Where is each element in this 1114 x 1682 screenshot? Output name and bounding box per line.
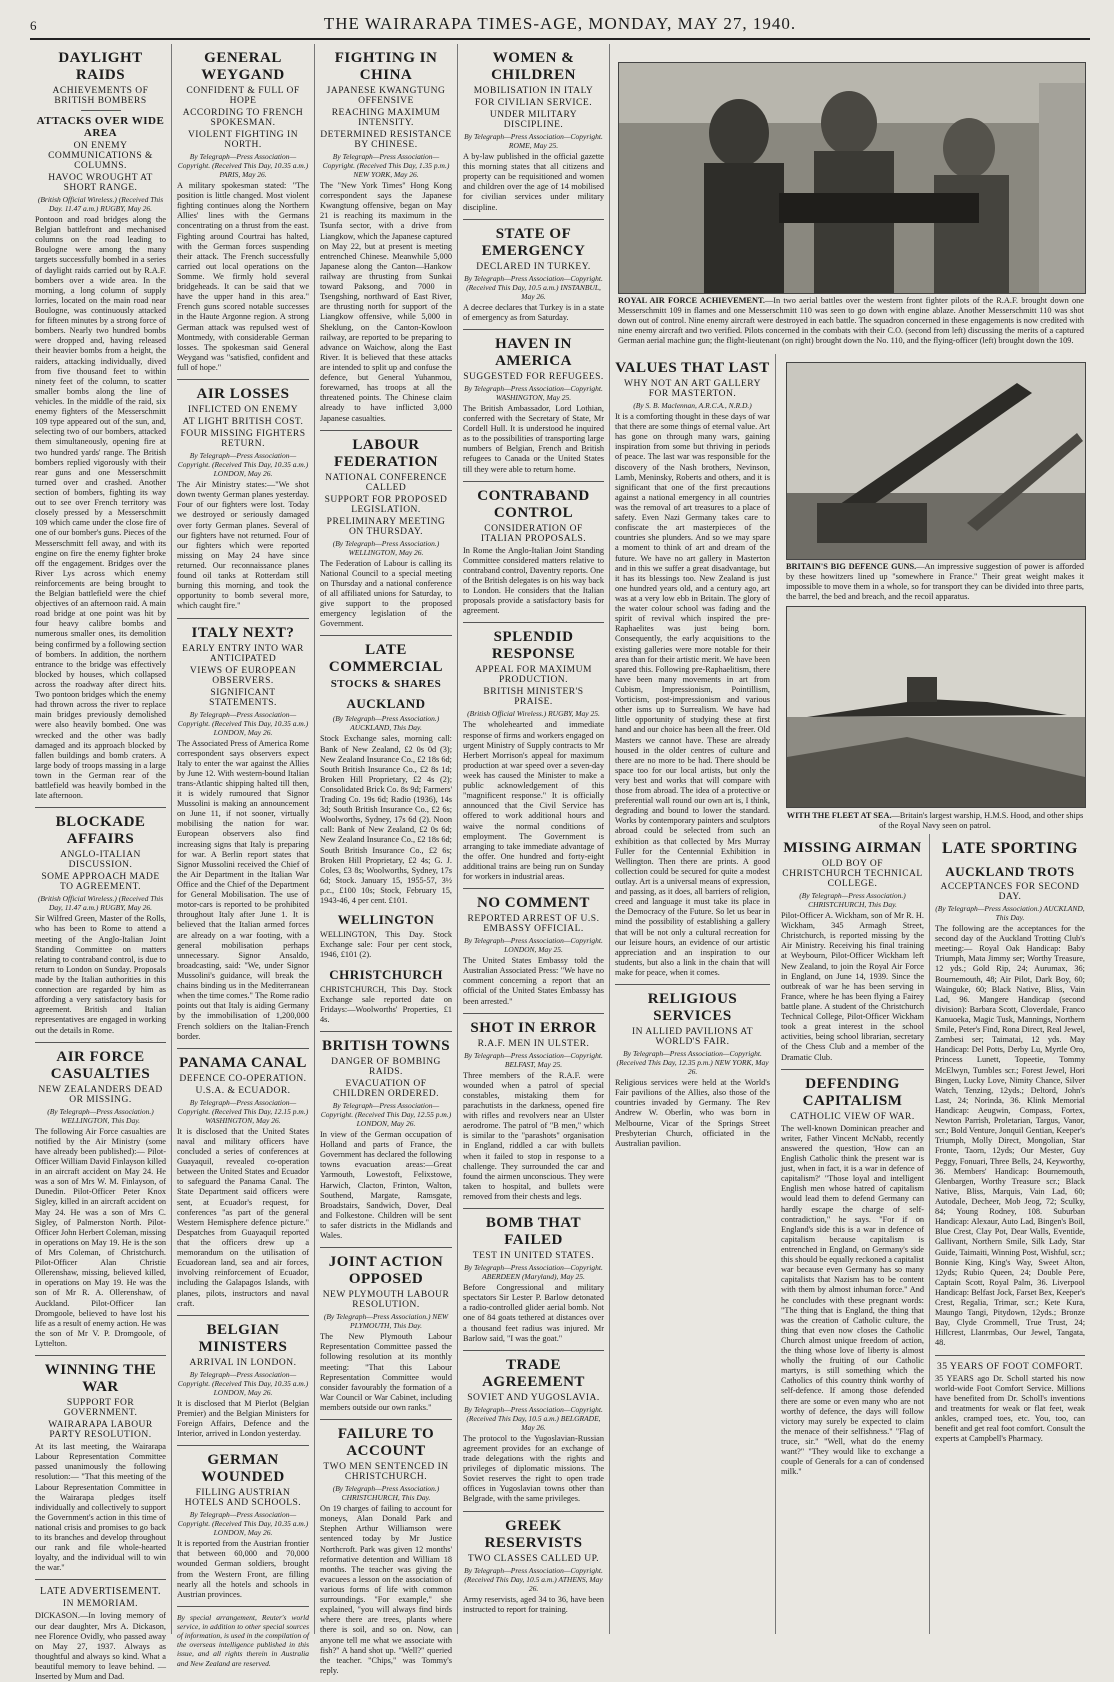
article-general-weygand [177,50,309,373]
subhead: INFLICTED ON ENEMY [187,405,299,416]
subhead: R.A.F. MEN IN ULSTER. [477,1038,590,1049]
dateline: By Telegraph—Press Association—Copyright. (Received This Day, 10.5 a.m.) INSTANBUL, May 26. [464,273,603,301]
article-panama-canal [177,1055,309,1309]
article-christchurch [320,967,452,1025]
article-missing-airman [781,840,924,1063]
headline: GERMAN WOUNDED [201,1452,285,1486]
article-body: Three members of the R.A.F. were wounded when a patrol of special constables, mistaking them for parachutists in the darkness, opened fire with rifles and revolvers near an Ulster aerodrome. The patrol of "B men," which is similar to the "parashots" organisation in England, riddled a car with bullets when it failed to stop in response to a challenge. They surrounded the car and found the airmen unconscious. They were taken to hospital, and bullets were removed from their chests and legs. [463,1070,604,1202]
article-body: The wholehearted and immediate response of firms and workers engaged on urgent Ministry of Supply contracts to Mr Herbert Morrison's appeal for maximum production at war speed over a seven-day week has caused the Minister to make a public acknowledgement of this "magnificent response." It is officially announced that the Civil Service has offered to work additional hours and waive the normal conditions of employment. The Government is arranging to take immediate advantage of the offer. One hundred and forty-eight additional trains are being run on Sunday for workers in industrial areas. [463,720,604,882]
masthead-title: THE WAIRARAPA TIMES-AGE, MONDAY, MAY 27, 1940. [323,14,797,33]
dateline: By Telegraph—Press Association—Copyright. (Received This Day, 12.55 p.m.) LONDON, May 26. [320,1101,452,1129]
subhead: VIEWS OF EUROPEAN OBSERVERS. [189,665,297,686]
subhead: SIGNIFICANT STATEMENTS. [209,687,277,708]
headline: TRADE AGREEMENT [482,1356,585,1390]
photo-caption-fleet [786,811,1084,831]
photo-howitzers [786,362,1086,560]
article-body: The following Air Force casualties are notified by the Air Ministry (some have already been published):— Pilot-Officer William David Finlayson killed in an aircraft accident on May 24. He was a son of Mrs W. M. Finlayson, of Dunedin. Pilot-Officer Peter Knox Sigley, killed in an aircraft accident on May 24. He was a son of Mrs C. Sigley, of Palmerston North. Pilot-Officer John Herbert Coleman, missing in operations on May 19. He is the son of Mrs Coleman, of Christchurch. Pilot-Officer Alan Christie Ollerenshaw, missing, believed killed, in operations on May 19. He was the son of Mr R. A. Ollerenshaw, of Auckland. Pilot-Officer Ian Dromgoole, believed to have lost his life as a result of enemy action. He was the son of Mr V. P. Dromgoole, of Lyttelton. [35,1126,166,1348]
article-body: In Rome the Anglo-Italian Joint Standing Committee considered matters relative to contraband control, Daventry reports. One of the British delegates is on his way back to London. He considers that the Italian proposals provide a satisfactory basis for agreement. [463,545,604,616]
article-late-commercial [320,642,452,906]
article-body: It is disclosed that M Pierlot (Belgian Premier) and the Belgian Ministers for Foreign Affairs, Defence and the Interior, arrived in London yesterday. [177,1398,309,1439]
masthead [30,10,1090,40]
headline: CONTRABAND CONTROL [477,487,590,521]
subhead: ACCEPTANCES FOR SECOND DAY. [940,882,1080,902]
dateline: (By Telegraph—Press Association.) CHRISTCHURCH, This Day. [799,891,906,909]
subhead: FOR CIVILIAN SERVICE. [474,98,593,108]
subhead: U.S.A. & ECUADOR. [195,1085,291,1096]
dateline: By Telegraph—Press Association—Copyright. (Received This Day, 10.35 a.m.) PARIS, May 26. [177,152,309,179]
article-body: A decree declares that Turkey is in a state of emergency as from Saturday. [463,302,604,322]
dateline: (By Telegraph—Press Association.) NEW PLYMOUTH, This Day. [323,1312,449,1331]
article-body: Pontoon and road bridges along the Belgian battlefront and mechanised columns on the road leading to Boulogne were among the many targets successfully bombed in a series of daylight raids carried out by R.A.F. bombers over a wide area. In the morning, a long column of supply lorries, located on the main road near Boulogne, was continuously attacked for fifteen minutes by a strong force of bombers. Nearly two hundred bombs were dropped and, having released their heavier bombs from a height, the raiders, attacking individually, dived from five thousand feet to within ninety feet of the column, to scatter smaller bombs along the line of vehicles. In the middle of the raid, six enemy fighters of the Messerschmitt 109 type appeared out of the sun, and, selecting two of our bombers, attacked them simultaneously, opening fire at two hundred yards' range. The British bombers replied vigorously with their rear guns and one Messerschmitt turned over and crashed. Another section of bombers, fighting its way out to see over French territory was closely pressed by a Messerschmitt 109 which came under the close fire of one of our bomber's guns. Pieces of the Messerschmitt fell away, and with its engine on fire the enemy fighter broke off the engagement. Bridges over the River Lys across which enemy reinforcements are being brought to the Belgian battlefield were the chief objectives of an afternoon raid. A main road bridge at one point was hit by four heavy calibre bombs and numerous smaller ones, its demolition being confirmed by a following section of bombers. In addition, the northern entrance to the bridge was effectively blocked by houses, which collapsed across the roadway after direct hits. Two pontoon bridges which the enemy had thrown across the river to replace main bridges previously demolished were also heavily bombed. One was wrecked and the other was badly damaged and its approach blocked by fallen buildings and bomb craters. A large body of troops massing in a large town in the German rear of the battlefield was heavily bombed in the late afternoon. [35,215,166,801]
article-italy-next [177,625,309,1042]
headline: AIR LOSSES [196,386,290,403]
dateline: By Telegraph—Press Association—Copyright. (Received This Day, 1.35 p.m.) NEW YORK, May 26. [322,152,450,179]
dateline: By Telegraph—Press Association—Copyright. WASHINGTON, May 25. [464,383,603,402]
caption-text: —Britain's largest warship, H.M.S. Hood, and other ships of the Royal Navy seen on patrol. [879,811,1084,830]
article-body: Stock Exchange sales, morning call: Bank of New Zealand, £2 0s 0d (3); New Zealand Insurance Co., £2 18s 6d; South British Insurance Co., £2 8s 1d; Broken Hill Proprietary, £2 4s (2); Consolidated Brick Co. 8s 9d; Farmers' Trading Co. 19s 6d; Radio (1936), 14s 3d; South British Insurance Co., £2 6s; Woolworths, Sydney, 17s 6d (2). Noon call: Bank of New Zealand, £2 0s 6d; New Zealand Insurance Co., £2 18s 6d; South British Insurance Co., £2 6s; Broken Hill Proprietary, £2 4s; G. J. Coles, £3 8s; Woolworths, Sydney, 17s 6d; Stock. January 15, 1955-57, 3½ p.c., £100 10s; Stock, February 15, 1943-46, 4 per cent. £101. [320,734,452,906]
dateline: By Telegraph—Press Association—Copyright. BELFAST, May 25. [464,1050,603,1069]
headline: ITALY NEXT? [191,624,295,641]
headline: NO COMMENT [477,895,590,912]
article-body: Army reservists, aged 34 to 36, have been instructed to report for training. [463,1594,604,1614]
column-7 [930,834,1090,1634]
subhead: EARLY ENTRY INTO WAR ANTICIPATED [182,643,304,664]
article-body: Sir Wilfred Green, Master of the Rolls, who has been to Rome to attend a meeting of the Anglo-Italian Joint Standing Committee on matters relating to contraband control, is due to return to London on Sunday. Proposals made by the Italian authorities in this connection are regarded by him as affording a very satisfactory basis for agreement. British and Italian representatives are engaged in working out the details in Rome. [35,914,166,1035]
headline: GENERAL WEYGAND [201,50,285,83]
dateline: By Telegraph—Press Association—Copyright. ABERDEEN (Maryland), May 25. [464,1263,603,1282]
article-contraband-control [463,488,604,617]
subhead: DEFENCE CO-OPERATION. [179,1073,307,1084]
article-body: The Federation of Labour is calling its National Council to a special meeting on Thursday and a national conference of all affiliated unions for Saturday, to give support to the proposed emergency legislation of the Government. [320,558,452,629]
article-body: The protocol to the Yugoslavian-Russian agreement provides for an exchange of trade delegations with the rights and privileges of diplomatic missions. The Soviet reserves the right to open trade offices in Yugoslavian towns other than Belgrade, with the same privileges. [463,1433,604,1504]
article-body: CHRISTCHURCH, This Day. Stock Exchange sale reported date on Fridays:—Woolworths' Properties, £1 4s. [320,984,452,1024]
column-2 [172,44,315,1668]
article-late-advertisement [35,1586,166,1682]
dateline: (By Telegraph—Press Association.) WELLINGTON, This Day. [47,1106,154,1125]
subhead: CONSIDERATION OF ITALIAN PROPOSALS. [480,523,587,544]
subhead: SUGGESTED FOR REFUGEES. [463,371,604,382]
article-body: Religious services were held at the World's Fair pavilions of the Allies, also those of the countries invaded by Germany. The Rev Andrew W. Oberlin, who was born in Melbourne, Vicar of the Springs Street Presbyterian Church, officiated in the Australian pavilion. [615,1078,770,1148]
article-body: The United States Embassy told the Australian Associated Press: "We have no comment concerning a report that an official of the United States Embassy has been arrested." [463,956,604,1006]
subhead: FILLING AUSTRIAN HOTELS AND SCHOOLS. [184,1488,302,1509]
headline: FIGHTING IN CHINA [334,50,438,83]
subhead: TEST IN UNITED STATES. [472,1251,595,1262]
article-wellington [320,912,452,960]
article-body: Pilot-Officer A. Wickham, son of Mr R. H. Wickham, 345 Armagh Street, Christchurch, is reported missing by the Air Ministry. Receiving his final training at Weybourn, Pilot-Officer Wickham left New Zealand, to join the Royal Air Force in England, on June 14, 1939. Since the outbreak of war he has been serving in France, where he has been flying a Fairey battle plane. A student of the Christchurch Technical College, Pilot-Officer Wickham took a great interest in the school activities, being school librarian, secretary of the Chess Club and a member of the Dramatic Club. [781,911,924,1062]
headline: BLOCKADE AFFAIRS [55,814,146,848]
article-british-towns [320,1038,452,1241]
article-late-sporting [935,840,1085,1349]
article-women-children [463,50,604,213]
article-german-wounded [177,1452,309,1600]
dateline: By Telegraph—Press Association—Copyright. (Received This Day, 10.5 a.m.) ATHENS, May 26. [464,1565,603,1593]
headline: CHRISTCHURCH [329,966,443,982]
caption-lead: WITH THE FLEET AT SEA. [786,811,892,820]
subhead: SUPPORT FOR PROPOSED LEGISLATION. [324,494,448,515]
dateline: (British Official Wireless.) RUGBY, May 25. [467,709,600,719]
subhead: VIOLENT FIGHTING IN NORTH. [187,130,299,150]
article-blockade-affairs [35,814,166,1035]
article-daylight-raids [35,50,166,801]
subhead: AT LIGHT BRITISH COST. [182,417,304,428]
headline: BRITISH TOWNS [321,1038,451,1055]
page-number: 6 [30,18,37,33]
caption-text: —In two aerial battles over the western front fighter pilots of the R.A.F. brought down one Messerschmitt 109 in flames and one Messerschmitt 110 was seen to go down with engine ablaze. Another Messerschmitt 110 was shot down out of control. Nine enemy aircraft were destroyed in each battle. The squadron concerned in these engagements is now credited with nine enemy aircraft and two verified. Pilots concerned in the combats with their C.O. (second from left) discussing the merits of a captured German aerial machine gun; the flight-lieutenant (on right) brought down the No. 110, and the flying-officer (left) brought down the 109. [618,296,1084,345]
reuters-notice: By special arrangement, Reuter's world service, in addition to other special sources of information, is used in the compilation of the overseas intelligence published in this issue, and all rights therein in Australia and New Zealand are reserved. [177,1612,309,1668]
subhead: MOBILISATION IN ITALY [473,86,594,96]
subhead: ON ENEMY COMMUNICATIONS & COLUMNS. [48,141,153,171]
article-body: The Associated Press of America Rome correspondent says observers expect Italy to enter the war against the Allies by June 12. With western-bound Italian trans-Atlantic shipping halted till then, it is widely rumoured that Signor Mussolini is making an announcement on June 11, if not sooner, virtually mobilising the nation for war. European observers also find increasing signs that Italy is preparing for war. A Berlin report states that Signor Mussolini received the Chief of the Air Department in the Italian War Office and the Chief of the Department for General Mobilisation. The use of motor-cars is reported to be prohibited throughout Italy after June 1. It is believed that the Italian armed forces are already on a war footing, with a general mobilisation perhaps unnecessary. Signor Ansaldo, broadcasting, said: "We, under Signor Mussolini's guidance, will break the chains binding us in the Mediterranean when the time comes." The Rome radio points out that Italy is aiding Germany by the immobilisation of 1,200,000 French soldiers on the Italian-French border. [177,738,309,1041]
dateline: By Telegraph—Press Association—Copyright. LONDON, May 25. [464,936,603,955]
subhead: CATHOLIC VIEW OF WAR. [790,1111,915,1122]
headline: DEFENDING CAPITALISM [802,1075,903,1109]
article-body: In view of the German occupation of Holland and parts of France, the Government has declared the following towns evacuation areas:—Great Yarmouth, Lowestoft, Felixstowe, Harwich, Clacton, Frinton, Walton, Southend, Margate, Ramsgate, Broadstairs, Sandwich, Dover, Deal and Folkestone. Children will be sent to safer districts in the Midlands and Wales. [320,1130,452,1241]
article-body: A military spokesman stated: "The position is little changed. Most violent fighting continues along the Northern Allies' lines with the Germans concentrating on a thrust from the east. Fighting around Courtrai has halted, with the German forces suspending their attack. The French successfully carried out local operations on the Somme. We firmly hold several bridgeheads. It can be said that we have the upper hand in this area." French guns scored notable successes in the Haute Argonne region. A strong German attack was repulsed west of Montmedy, with considerable German losses. The spokesman said General Weygand was "satisfied, confident and full of hope." [177,181,309,372]
subhead: WAIRARAPA LABOUR PARTY RESOLUTION. [48,1420,153,1441]
headline: SPLENDID RESPONSE [491,629,576,663]
subhead: PRELIMINARY MEETING ON THURSDAY. [326,516,446,537]
article-trade-agreement [463,1357,604,1505]
photo-caption-howitzers [786,562,1084,602]
dateline: By Telegraph—Press Association—Copyright. (Received This Day, 10.35 a.m.) LONDON, May 26. [177,1510,309,1538]
subhead: DECLARED IN TURKEY. [476,261,591,272]
caption-text: —An impressive suggestion of power is afforded by these howitzers lined up "somewhere in France." Their great weight makes it impossible to move them in a whole, so for transport they can be divided into three parts, the barrel, the bed and breach, and the recoil apparatus. [786,562,1085,601]
advert-foot-comfort [935,1362,1085,1445]
headline: AUCKLAND TROTS [945,864,1075,879]
subhead: NEW PLYMOUTH LABOUR RESOLUTION. [322,1290,450,1311]
article-body: The Air Ministry states:—"We shot down twenty German planes yesterday. Four of our fighters were lost. Today we destroyed or seriously damaged over forty German planes. Several of our fighters have not returned. Four of our fighters which were reported missing on May 24 have since returned. Our reconnaissance planes found oil tanks at Rotterdam still burning this morning, and took the opportunity to bomb several more, which caught fire." [177,480,309,611]
subhead: JAPANESE KWANGTUNG OFFENSIVE [326,86,446,106]
dateline: (By Telegraph—Press Association.) AUCKLAND, This Day. [935,904,1085,922]
subhead: REACHING MAXIMUM INTENSITY. [331,108,441,128]
subhead: SOME APPROACH MADE TO AGREEMENT. [41,872,160,893]
article-body: On 19 charges of failing to account for moneys, Alan Donald Park and Stephen Arthur Williamson were sentenced today by Mr Justice Northcroft. Park was given 12 months' reformative detention and William 18 months. The teacher was giving the evacuees a lesson on the association of various forms of life with common surroundings. "For example," she explained, "you will always find birds where there are trees, plants where there is soil, and so on. Now, can anyone tell me what we associate with fish?" A hand shot up. "Well?" queried the teacher. "Chips," was Tommy's reply. [320,1504,452,1675]
subhead: ANGLO-ITALIAN DISCUSSION. [60,850,141,871]
column-3 [315,44,458,1675]
headline: LATE SPORTING [942,840,1078,857]
article-body: It is a comforting thought in these days of war that there are some things of eternal value. Art has gone on through many wars, gaining inspiration from some but thriving in periods of peace. The last war was responsible for the discovery of the Nash brothers, Nevinson, Lamb, Meninsky, Roberts and others, and it is significant that one of the first precautions against a national emergency in all countries was the removal of art treasures to a place of safety. Even Nazi Germany takes care to confiscate the art masterpieces of the countries she plunders. And so we may spare a moment to think of art and dream of the future. We have no art gallery in Masterton and in this we suffer a great disadvantage, but it has its blessings too. New Zealand is just one hundred years old, and a century ago, art was at a very low ebb in Britain. The glory of the water colour school was fading and the spirit of revival which inspired the pre-Raphaelites was just being born. Consequently, the early acquisitions to the existing galleries were more notable for their area than for their artistic merit. We have been spared this. Following pre-Raphaelitism, there have been many movements in art from Cubism, Impressionism, Pointillism, Vorticism, post-impressionism and various other isms up to Surrealism. We have had little opportunity of studying these at first hand and our choice has been all the freer. Old Masters we cannot have. These are already housed in the older centres of culture and there are no more to be had. There should be space too for our local artists, but only the very best and works that will compare with those from abroad. The idea of a protective or preferential wall round our own art is, I think, degrading and bound to lower the standard. Works by contemporary painters and sculptors abroad could be selected from such an exhibition as that collected by Mrs Murray Fuller for the Centennial Exhibition in Wellington. Then there are prints. A good collection could be secured for quite a modest outlay. Art is a universal means of expression, and passing, as it does, all barriers of religion, creed and language it must take its place in the Democracy of the Future. So let us bear in mind the possibility of establishing a gallery that will be not only a cultural recreation for our leisure hours, an evidence of our artistic appreciation and an inspiration to our students, but also a link in the chain that will make for peace, when it comes. [615,412,770,978]
article-body: Before Congressional and military spectators Sir Lester P. Barlow detonated a radio-controlled glider aerial bomb. Not one of 84 goats tethered at distances over a thousand feet radius was injured. Mr Barlow said, "I was the goat." [463,1283,604,1343]
article-joint-action-opposed [320,1254,452,1413]
article-state-of-emergency [463,226,604,323]
article-body: At its last meeting, the Wairarapa Labour Representation Committee passed unanimously the following resolution:— "That this meeting of the Labour Representation Committee in the Wairarapa pledges itself individually and collectively to support the Government's action in this time of national crisis and promises to go back to its branches and develop throughout our rank and file whole-hearted loyalty, and the individual will to win the war." [35,1442,166,1573]
article-no-comment [463,895,604,1007]
article-failure-to-account [320,1426,452,1676]
article-splendid-response [463,629,604,882]
headline: AIR FORCE CASUALTIES [50,1048,151,1082]
photo-fleet [786,606,1086,808]
dateline: By Telegraph—Press Association—Copyright. (Received This Day, 12.15 p.m.) WASHINGTON, May 26. [177,1097,309,1125]
subhead: FOUR MISSING FIGHTERS RETURN. [180,429,306,450]
subhead: OLD BOY OF CHRISTCHURCH TECHNICAL COLLEGE. [782,859,923,889]
article-body: The well-known Dominican preacher and writer, Father Vincent McNabb, recently answered the question, 'How can an English Catholic think the present war is just, when in fact, it is a war in defence of capitalism?' "Those loyal and intelligent English men whose hatred of capitalism would lead them to defend Germany can hardly escape the charge of self-contradiction," he says. "For if on England's side this is a war in defence of capitalism because capitalism is entrenched in England, on Germany's side this should be equally reckoned a capitalist war because even Germany has so many capitalists that Nazism has to be content with them by almost inhuman force." And he concludes with these pregnant words: "The thing that is England, the thing that was the creation of Catholic culture, the thing that even now closes the Catholic Church almost unique freedom of action, the thing whose love of liberty is almost wholly the fruiting of our Catholic martyrs, is still something which the Catholics of this country think worthy of self-defence. If among those defended there are some or even many who are not worthy of defence, the days will follow victory may surely be expected to claim the menace of their selfishness." "Flag of truce, sir." "Well, what do the enemy want?" "They would like to exchange a couple of Generals for a can of condensed milk." [781,1123,924,1477]
article-body: It is reported from the Austrian frontier that between 60,000 and 70,000 wounded German soldiers, brought from the Western Front, are filling nearly all the hotels and schools in Austrian provinces. [177,1539,309,1599]
subhead: REPORTED ARREST OF U.S. EMBASSY OFFICIAL. [467,914,600,935]
article-body: WELLINGTON, This Day. Stock Exchange sale: Four per cent stock, 1946, £101 (2). [320,930,452,960]
article-fighting-in-china [320,50,452,424]
headline: BOMB THAT FAILED [485,1215,582,1249]
dateline: (By Telegraph—Press Association.) WELLINGTON, May 26. [332,538,440,557]
article-haven-in-america [463,336,604,475]
headline: LABOUR FEDERATION [334,436,438,470]
photo-caption-raf [618,296,1084,346]
article-body: DICKASON.—In loving memory of our dear daughter, Mrs A. Dickason, nee Florence Ovidly, who passed away on May 27, 1937. Always as thoughtful and always so kind. What a beautiful memory to leave behind. —Inserted by Mum and Dad. [35,1611,166,1682]
article-air-losses [177,386,309,611]
article-body: The "New York Times" Hong Kong correspondent says the Japanese Kwangtung offensive, began on May 21 is reaching its maximum in the Tsunfa sector, with a drive from Liangkow, which the Japanese captured on May 22, but at present is meeting entrenched Chinese. Meanwhile 5,000 Japanese along the Canton—Hankow railway are thrusting from Sunkai toward Paksong, and 7000 in Tsengshing, northward of East River, are thrusting north for support of the Liangkow offensive, while 5,000 in Sheklung, on the Canton-Kowloon railway, are reported to be preparing to advance on Waichow, along the East River. It is believed that these attacks are intended to split up and confuse the defence, but General Yuhanmou, forewarned, has troops at all the threatened points. The Chinese claim already to have inflicted 3,000 Japanese casualties. [320,181,452,423]
article-body: The New Plymouth Labour Representation Committee passed the following resolution at its monthly meeting: "That this Labour Representation Committee would consider favourably the formation of a War Council or War Cabinet, including members outside our own ranks." [320,1332,452,1412]
headline: AUCKLAND [346,696,426,712]
columns [30,44,1090,1682]
headline: PANAMA CANAL [179,1054,307,1071]
subhead: SUPPORT FOR GOVERNMENT. [63,1398,138,1419]
headline: WINNING THE WAR [44,1362,157,1396]
headline: WOMEN & CHILDREN [491,50,576,83]
headline: MISSING AIRMAN [783,840,922,856]
dateline: (British Official Wireless.) (Received This Day. 11.47 a.m.) RUGBY, May 26. [37,195,164,213]
subhead: UNDER MILITARY DISCIPLINE. [489,110,578,130]
subhead: IN MEMORIAM. [62,1599,139,1610]
subhead: TWO MEN SENTENCED IN CHRISTCHURCH. [323,1462,449,1483]
dateline: By Telegraph—Press Association—Copyright. (Received This Day, 10.35 a.m.) LONDON, May 26. [177,709,309,737]
subhead: STOCKS & SHARES [330,678,442,691]
dateline: By Telegraph—Press Association—Copyright. ROME, May 25. [464,132,603,150]
article-values-that-last [615,360,770,978]
article-body: It is disclosed that the United States naval and military officers have concluded a series of conferences at Guayaquil, revealed co-operation between the United States and Ecuador to safeguard the Panama Canal. The State Department said officers were sent, at Ecuador's request, for conferences "as part of the general Western Hemisphere defence picture." Despatches from Guayaquil reported that the officers drew up a memorandum on the utilisation of Ecuadorean land, sea and air forces, involving reinforcement of Ecuador, including the Galapagos Islands, with planes, pilots, instructors and naval craft. [177,1126,309,1308]
column-5 [610,354,776,1634]
headline: FAILURE TO ACCOUNT [337,1426,435,1460]
article-belgian-ministers [177,1322,309,1439]
headline: JOINT ACTION OPPOSED [328,1254,444,1288]
article-defending-capitalism [781,1076,924,1478]
article-bomb-that-failed [463,1215,604,1344]
headline: GREEK RESERVISTS [484,1517,583,1551]
subhead: APPEAL FOR MAXIMUM PRODUCTION. [475,665,592,686]
article-body: A by-law published in the official gazette this morning states that all citizens and property can be requisitioned and women and children over the age of 14 mobilised for civilian services under military discipline. [463,152,604,212]
subhead: ARRIVAL IN LONDON. [189,1357,297,1368]
photo-raf-pilots [618,62,1086,294]
subhead: ACCORDING TO FRENCH SPOKESMAN. [182,108,304,128]
subhead: HAVOC WROUGHT AT SHORT RANGE. [48,173,153,193]
dateline: By Telegraph—Press Association—Copyright. (Received This Day, 10.35 a.m.) LONDON, May 26. [177,451,309,479]
subhead: DETERMINED RESISTANCE BY CHINESE. [320,130,452,150]
headline: BELGIAN MINISTERS [198,1321,288,1355]
column-4 [458,44,610,1634]
article-labour-federation [320,437,452,630]
headline: HAVEN IN AMERICA [495,335,572,369]
headline: 35 YEARS OF FOOT COMFORT. [936,1361,1084,1372]
article-body: The British Ambassador, Lord Lothian, conferred with the Secretary of State, Mr Cordell Hull. It is understood he inquired as to the possibilities of transporting large numbers of Belgian, French and British refugees to Canada or the United States till they were able to return home. [463,403,604,474]
article-winning-the-war [35,1362,166,1573]
headline: WELLINGTON [337,912,435,928]
subhead: EVACUATION OF CHILDREN ORDERED. [332,1079,440,1100]
caption-lead: BRITAIN'S BIG DEFENCE GUNS. [786,562,917,571]
subhead: ACHIEVEMENTS OF BRITISH BOMBERS [52,86,149,106]
article-greek-reservists [463,1518,604,1615]
subhead: SOVIET AND YUGOSLAVIA. [467,1392,600,1403]
headline: RELIGIOUS SERVICES [647,991,738,1025]
subhead: NATIONAL CONFERENCE CALLED [325,472,447,493]
dateline: By Telegraph—Press Association—Copyright. (Received This Day, 12.35 p.m.) NEW YORK, May 26. [616,1049,769,1077]
dateline: By Telegraph—Press Association—Copyright. (Received This Day, 10.5 a.m.) BELGRADE, May 26. [464,1404,603,1432]
headline: SHOT IN ERROR [470,1019,597,1036]
headline: LATE ADVERTISEMENT. [40,1586,161,1598]
article-shot-in-error [463,1020,604,1202]
column-1 [30,44,172,1682]
subhead: DANGER OF BOMBING RAIDS. [331,1057,441,1078]
byline: (By S. B. Maclennan, A.R.C.A., N.R.D.) [633,401,752,410]
headline: STATE OF EMERGENCY [481,225,586,259]
dateline: (British Official Wireless.) (Received This Day, 11.47 a.m.) RUGBY, May 26. [37,894,164,913]
dateline: By Telegraph—Press Association—Copyright. (Received This Day, 10.35 a.m.) LONDON, May 26. [177,1369,309,1397]
column-6 [776,834,930,1634]
dateline: (By Telegraph—Press Association.) CHRISTCHURCH, This Day. [332,1484,440,1503]
article-body: 35 YEARS ago Dr. Scholl started his now world-wide Foot Comfort Service. Millions have benefited from Dr. Scholl's inventions and treatments for weak or flat feet, weak ankles, cramped toes, etc. You, too, can benefit and get real foot comfort. Consult the experts at Campbell's Pharmacy. [935,1373,1085,1444]
subhead: WHY NOT AN ART GALLERY FOR MASTERTON. [624,379,761,399]
subhead: TWO CLASSES CALLED UP. [467,1553,600,1564]
headline: DAYLIGHT RAIDS [58,50,143,83]
headline: LATE COMMERCIAL [328,642,444,676]
subhead: NEW ZEALANDERS DEAD OR MISSING. [38,1084,163,1105]
dateline: (By Telegraph—Press Association.) AUCKLAND, This Day. [332,714,440,733]
article-body: The following are the acceptances for the second day of the Auckland Trotting Club's meeting:— Royal Oak Handicap: Baby Triumph, Mata Jimmy ser; Worthy Treasure, 12 yds.; Gold Rip, 24; Aurumax, 36; Bournemouth, 48; Air Pilot, Dark Boy, 60; Wainguke, 60; Black Native, Bliss, Vain Lad, 96. Mangere Handicap (second division): Barbara Scott, Cloverdale, Franco Kanuoeka, Magic Tusk, Mannings, Northern Smile, Peter's Find, Rona Direct, Real Jewel, Zambesi ser; Taimatai, 12 yds. May Handicap: Del Potts, Derby Lu, Myrtle Oro, Princess Lunett, Topeetie, Tommy McElwyn, Tumbles scr.; Forest Jewel, Hori Bingen, Lucky Love, Nimity Chance, Silver Watch, Tenzing, 12yds.; Deltord, John's Last, 24; Norinda, 36. Klink Memorial Handicap: Aeugwin, Compass, Fortex, Newton Parrish, Proletarian, Targus, Vanor, scr.; Bold Venture, Jonquil Gentian, Keeper's Triumph, Molly Direct, Mongolian, Star Fronte, Taorn, 12yds; Our Mester, Guy Peggy, Fonuari, Three Bells, 24, Keyworthy, 36. Members' Handicap: Bournemouth, Glenbargen, Worthy Treasure scr.; Black Native, Bliss, Marquis, Vain Lad, 60; Autodale, Decheer, Mob Jeog, 72; Sculky, 84; Young Rodney, 108. Suburban Handicap: Alexaur, Auto Lad, Bingen's Boil, Blue Crest, Clay Pot, Dear Walls, Eventide, Gallivant, Northern Smile, Silk Lady, Star Guide, Taimaiti, Winning Post, Wishful, scr.; Bonnie King, King's Way, Sweet Alton, 12yds; Rubio Queen, 24; Double Pere, Captain Scott, Royal Palm, 36. Liverpool Handicap: Belfast Jock, Farset Bex, Keeper's Crest, Regalia, Trimar, scr.; Kete Kura, Maungo Tangi, Pitydown, 12yds.; Bronze Bay, Clyde Crommell, True Trust, 24; Hillcrest, Llanrmbas, Our Jewel, Tangata, 48. [935,924,1085,1348]
article-air-force-casualties [35,1049,166,1349]
subhead: IN ALLIED PAVILIONS AT WORLD'S FAIR. [631,1027,754,1048]
subhead: CONFIDENT & FULL OF HOPE [186,86,300,106]
subhead: ATTACKS OVER WIDE AREA [36,115,165,139]
subhead: BRITISH MINISTER'S PRAISE. [483,687,584,708]
article-religious-services [615,991,770,1149]
caption-lead: ROYAL AIR FORCE ACHIEVEMENT. [618,296,765,305]
headline: VALUES THAT LAST [615,360,770,376]
